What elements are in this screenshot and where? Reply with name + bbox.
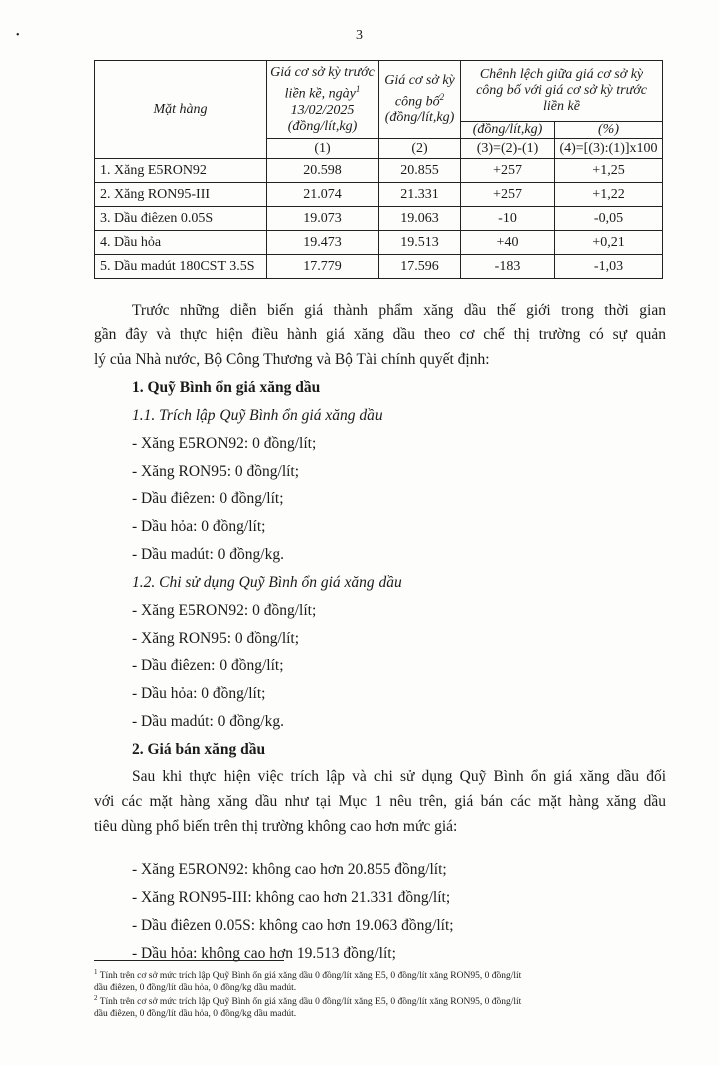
list-item: - Dầu điêzen: 0 đồng/lít; — [132, 657, 284, 674]
list-item: - Xăng E5RON92: không cao hơn 20.855 đồng/lít; — [132, 861, 447, 878]
page-number: 3 — [356, 28, 363, 43]
list-item: - Dầu hỏa: 0 đồng/lít; — [132, 685, 266, 702]
row-item: 2. Xăng RON95-III — [95, 183, 267, 207]
row-diff: -10 — [461, 207, 555, 231]
row-pct: -0,05 — [555, 207, 663, 231]
row-item: 5. Dầu madút 180CST 3.5S — [95, 255, 267, 279]
list-item: - Dầu madút: 0 đồng/kg. — [132, 546, 284, 563]
price-table — [94, 60, 663, 279]
intro-line: lý của Nhà nước, Bộ Công Thương và Bộ Tài chính quyết định: — [94, 351, 490, 368]
row-diff: +40 — [461, 231, 555, 255]
intro-line: Trước những diễn biến giá thành phẩm xăng dầu thế giới trong thời gian — [132, 302, 666, 319]
list-item: - Dầu điêzen 0.05S: không cao hơn 19.063 đồng/lít; — [132, 917, 454, 934]
list-item: - Xăng E5RON92: 0 đồng/lít; — [132, 435, 317, 452]
list-item: - Dầu hỏa: 0 đồng/lít; — [132, 518, 266, 535]
row-prev: 20.598 — [267, 159, 379, 183]
header-diff-abs: (đồng/lít,kg) — [461, 122, 555, 139]
table-row — [95, 231, 663, 255]
list-item: - Dầu madút: 0 đồng/kg. — [132, 713, 284, 730]
list-item: - Dầu hỏa: không cao hơn 19.513 đồng/lít; — [132, 945, 396, 962]
list-item: - Dầu điêzen: 0 đồng/lít; — [132, 490, 284, 507]
header-prev-price: Giá cơ sở kỳ trước liền kề, ngày$^1$ 13/02/2025 (đồng/lít,kg) — [267, 61, 379, 139]
table-row — [95, 207, 663, 231]
row-item: 3. Dầu điêzen 0.05S — [95, 207, 267, 231]
section2-para-line: với các mặt hàng xăng dầu như tại Mục 1 nêu trên, giá bán các mặt hàng xăng dầu — [94, 793, 666, 810]
table-row — [95, 159, 663, 183]
section1-sub2-title: 1.2. Chi sử dụng Quỹ Bình ổn giá xăng dầu — [132, 574, 402, 591]
row-new: 19.063 — [379, 207, 461, 231]
table-row — [95, 183, 663, 207]
row-new: 19.513 — [379, 231, 461, 255]
row-prev: 19.073 — [267, 207, 379, 231]
row-pct: +1,22 — [555, 183, 663, 207]
col-label-4: (4)=[(3):(1)]x100 — [555, 139, 663, 159]
intro-line: gần đây và thực hiện điều hành giá xăng dầu theo cơ chế thị trường có sự quản — [94, 326, 666, 343]
col-label-2: (2) — [379, 139, 461, 159]
col-label-1: (1) — [267, 139, 379, 159]
list-item: - Xăng RON95: 0 đồng/lít; — [132, 463, 300, 480]
row-item: 1. Xăng E5RON92 — [95, 159, 267, 183]
section2-para-line: tiêu dùng phổ biến trên thị trường không cao hơn mức giá: — [94, 818, 458, 835]
header-diff-pct: (%) — [555, 122, 663, 139]
table-row — [95, 255, 663, 279]
header-new-price: Giá cơ sở kỳ công bố$^2$ (đồng/lít,kg) — [379, 61, 461, 139]
section1-sub1-title: 1.1. Trích lập Quỹ Bình ổn giá xăng dầu — [132, 407, 383, 424]
section1-title: 1. Quỹ Bình ổn giá xăng dầu — [132, 379, 321, 396]
footnote-divider — [94, 960, 284, 961]
footnote-1: $^1$ Tính trên cơ sở mức trích lập Quỹ Bình ổn giá xăng dầu 0 đồng/lít xăng E5, 0 đồng/lít xăng RON95, 0 đồng/lít dầu điêzen, 0 đồng/lít dầu hỏa, 0 đồng/kg dầu madút. — [94, 968, 522, 994]
row-diff: +257 — [461, 183, 555, 207]
footnote-2: $^2$ Tính trên cơ sở mức trích lập Quỹ Bình ổn giá xăng dầu 0 đồng/lít xăng E5, 0 đồng/lít xăng RON95, 0 đồng/lít dầu điêzen, 0 đồng/lít dầu hỏa, 0 đồng/kg dầu madút. — [94, 994, 522, 1020]
row-item: 4. Dầu hỏa — [95, 231, 267, 255]
header-item: Mặt hàng — [95, 61, 267, 159]
row-prev: 21.074 — [267, 183, 379, 207]
list-item: - Xăng RON95: 0 đồng/lít; — [132, 630, 300, 647]
row-pct: -1,03 — [555, 255, 663, 279]
row-prev: 19.473 — [267, 231, 379, 255]
row-new: 17.596 — [379, 255, 461, 279]
row-diff: +257 — [461, 159, 555, 183]
scan-dot: • — [16, 30, 20, 41]
row-prev: 17.779 — [267, 255, 379, 279]
list-item: - Xăng RON95-III: không cao hơn 21.331 đồng/lít; — [132, 889, 451, 906]
row-pct: +1,25 — [555, 159, 663, 183]
list-item: - Xăng E5RON92: 0 đồng/lít; — [132, 602, 317, 619]
row-diff: -183 — [461, 255, 555, 279]
row-new: 21.331 — [379, 183, 461, 207]
header-diff: Chênh lệch giữa giá cơ sở kỳ công bố với giá cơ sở kỳ trước liền kề — [461, 61, 663, 122]
row-pct: +0,21 — [555, 231, 663, 255]
section2-title: 2. Giá bán xăng dầu — [132, 741, 266, 758]
section2-para-line: Sau khi thực hiện việc trích lập và chi sử dụng Quỹ Bình ổn giá xăng dầu đối — [132, 768, 666, 785]
col-label-3: (3)=(2)-(1) — [461, 139, 555, 159]
row-new: 20.855 — [379, 159, 461, 183]
